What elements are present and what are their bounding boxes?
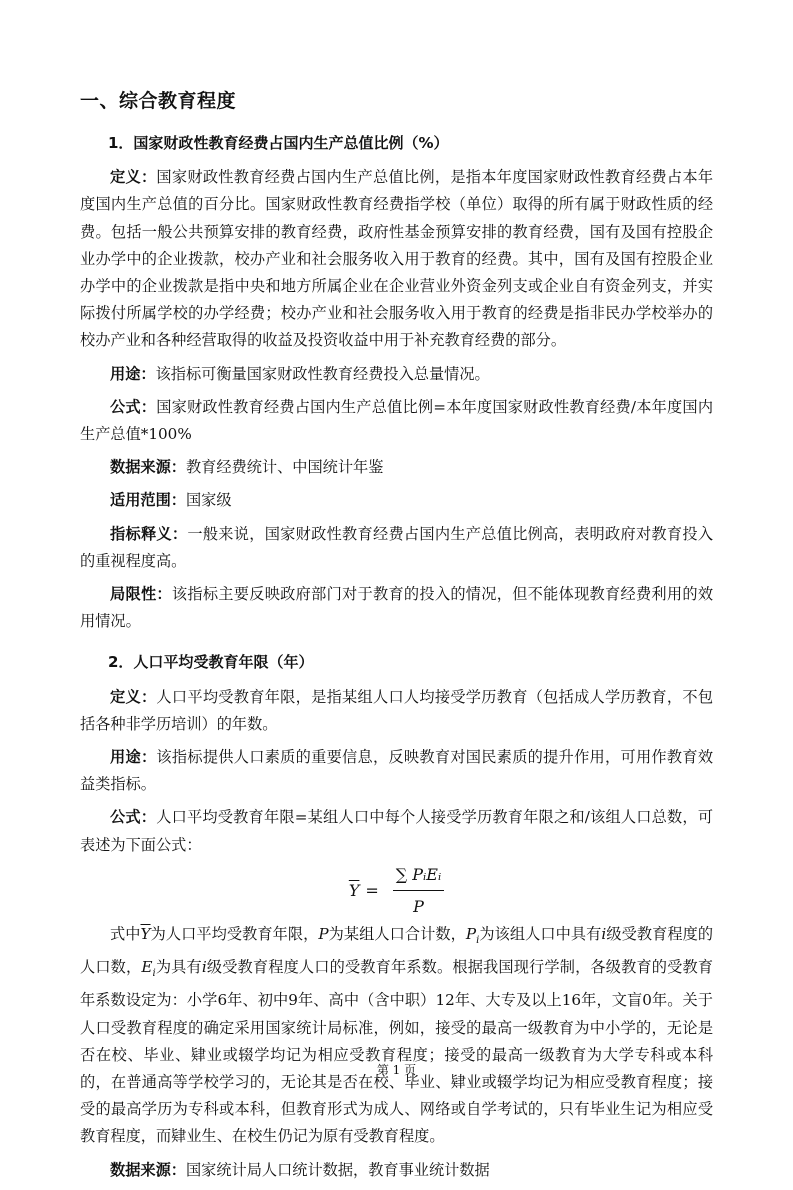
var-i: i: [201, 958, 207, 977]
definition-label: 定义：: [110, 687, 157, 706]
formula-label: 公式：: [110, 397, 157, 416]
item2-definition: [80, 684, 713, 738]
source-label: 数据来源：: [110, 458, 186, 477]
item1-scope: [80, 487, 713, 514]
page-number: 第 1 页: [376, 1063, 417, 1077]
item1-limitation: [80, 581, 713, 635]
item2-formula-explanation: [80, 921, 713, 1151]
source-text: 教育经费统计、中国统计年鉴: [185, 458, 384, 477]
item1-definition: [80, 164, 713, 354]
definition-label: 定义：: [110, 168, 157, 187]
explain-text-1: 为人口平均受教育年限，: [150, 924, 319, 943]
limitation-text: 该指标主要反映政府部门对于教育的投入的情况，但不能体现教育经费利用的效用情况。: [80, 585, 713, 631]
explain-text-3: 为该组人口中具有: [479, 924, 602, 943]
explain-text-2: 为某组人口合计数，: [328, 924, 466, 943]
explain-text-5: 为具有: [155, 958, 202, 977]
source-label: 数据来源：: [110, 1160, 186, 1179]
item2-usage: [80, 744, 713, 798]
item2-title: 2．人口平均受教育年限（年）: [108, 653, 314, 672]
formula-text: 国家财政性教育经费占国内生产总值比例=本年度国家财政性教育经费/本年度国内生产总值*100%: [80, 397, 714, 444]
interpretation-label: 指标释义：: [110, 524, 188, 543]
equation-lhs: $\overline{Y}$: [348, 881, 360, 901]
var-pi-sub: i: [476, 934, 480, 946]
formula-label: 公式：: [110, 808, 157, 827]
limitation-label: 局限性：: [110, 585, 172, 604]
interpretation-text: 一般来说，国家财政性教育经费占国内生产总值比例高，表明政府对教育投入的重视程度高。: [80, 524, 713, 570]
equation-fraction: [393, 861, 444, 920]
item1-formula: [80, 394, 713, 448]
usage-label: 用途：: [110, 748, 157, 767]
var-ei-sub: i: [152, 968, 156, 980]
var-y: $\overline{Y}$: [140, 924, 151, 943]
var-ei: E: [141, 958, 153, 977]
definition-text: 人口平均受教育年限，是指某组人口人均接受学历教育（包括成人学历教育，不包括各种非学历培训）的年数。: [80, 687, 713, 733]
item2-source: [80, 1157, 713, 1184]
usage-text: 该指标提供人口素质的重要信息，反映教育对国民素质的提升作用，可用作教育效益类指标。: [80, 748, 713, 794]
equation-equals: =: [365, 881, 379, 901]
explain-prefix: 式中: [110, 924, 141, 943]
formula-text: 人口平均受教育年限=某组人口中每个人接受学历教育年限之和/该组人口总数，可表述为下面公式：: [80, 808, 714, 854]
item1-title: 1．国家财政性教育经费占国内生产总值比例（%）: [108, 134, 449, 152]
item2-formula: [80, 804, 713, 858]
var-p: P: [318, 924, 329, 943]
section-title: 一、综合教育程度: [80, 90, 237, 112]
var-pi: P: [465, 924, 477, 943]
usage-label: 用途：: [110, 364, 156, 383]
item1-usage: [80, 361, 713, 388]
explain-text-4: 级受教育程度的人口数，: [80, 924, 713, 977]
scope-label: 适用范围：: [110, 491, 186, 510]
definition-text: 国家财政性教育经费占国内生产总值比例，是指本年度国家财政性教育经费占本年度国内生产总值的百分比。国家财政性教育经费指学校（单位）取得的所有属于财政性质的经费。包括一般公共预算安排的教育经费，政府性基金预算安排的教育经费，国有及国有控股企业办学中的企业拨款，校办产业和社会服务收入用于教育的经费。其中，国有及国有控股企业办学中的企业拨款是指中央和地方所属企业在企业营业外资金列支或企业自有资金列支，并实际拨付所属学校的办学经费；校办产业和社会服务收入用于教育的经费是指非民办学校举办的校办产业和各种经营取得的收益及投资收益中用于补充教育经费的部分。: [80, 168, 713, 350]
var-i: i: [601, 924, 607, 943]
explain-text-6: 级受教育程度人口的受教育年系数。根据我国现行学制，各级教育的受教育年系数设定为：小学6年、初中9年、高中（含中职）12年、大专及以上16年，文盲0年。关于人口受教育程度的确定采用国家统计局标准，例如，接受的最高一级教育为中小学的，无论是否在校、毕业、肄业或辍学均记为相应受教育程度；接受的最高一级教育为大学专科或本科的，在普通高等学校学习的，无论其是否在校、毕业、肄业或辍学均记为相应受教育程度；接受的最高学历为专科或本科，但教育形式为成人、网络或自学考试的，只有毕业生记为相应受教育程度，而肄业生、在校生仍记为原有受教育程度。: [80, 958, 714, 1146]
education-years-equation: [80, 865, 713, 917]
source-text: 国家统计局人口统计数据，教育事业统计数据: [185, 1160, 490, 1179]
equation-denominator: P: [413, 897, 424, 917]
item1-interpretation: [80, 521, 713, 575]
scope-text: 国家级: [185, 491, 232, 510]
item1-source: [80, 454, 713, 481]
equation-numerator: ∑ PᵢEᵢ: [393, 861, 444, 891]
usage-text: 该指标可衡量国家财政性教育经费投入总量情况。: [155, 364, 490, 383]
document-body: [80, 130, 713, 1190]
